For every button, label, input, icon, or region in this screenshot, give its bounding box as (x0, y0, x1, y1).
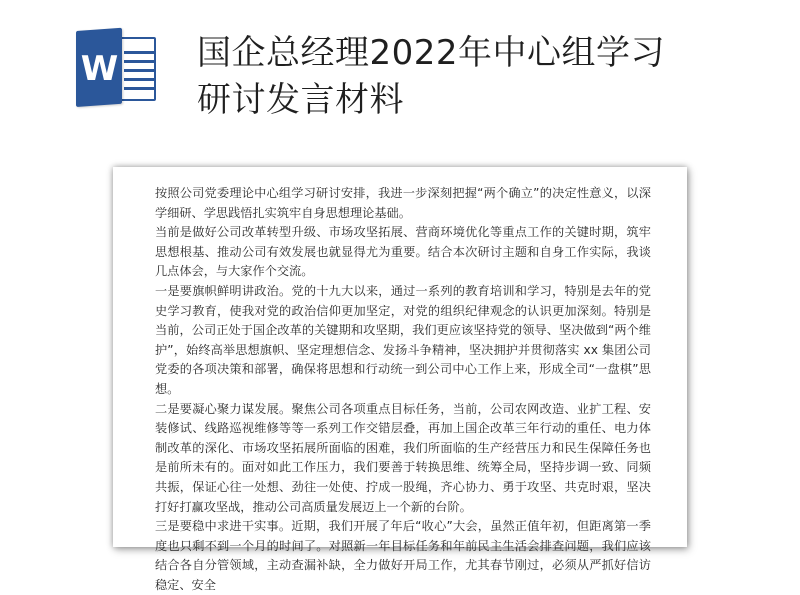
document-line (124, 60, 156, 63)
word-document-icon (76, 31, 164, 107)
paragraph-point-one: 一是要旗帜鲜明讲政治。党的十九大以来，通过一系列的教育培训和学习，特别是去年的党史学习教育，使我对党的政治信仰更加坚定，对党的组织纪律观念的认识更加深刻。特别是当前，公司正处于国企改革的关键期和攻坚期，我们更应该坚持党的领导、坚决做到“两个维护”，始终高举思想旗帜、坚定理想信念、发扬斗争精神，坚决拥护并贯彻落实 xx 集团公司党委的各项决策和部署，确保将思想和行动统一到公司中心工作上来，形成全司“一盘棋”思想。 (155, 283, 651, 396)
paragraph-intro: 按照公司党委理论中心组学习研讨安排，我进一步深刻把握“两个确立”的决定性意义，以深学细研、学思践悟扎实筑牢自身思想理论基础。 (155, 186, 651, 220)
paragraph-point-two: 二是要凝心聚力谋发展。聚焦公司各项重点目标任务，当前，公司农网改造、业扩工程、安装修试、线路巡视维修等等一系列工作交错层叠，再加上国企改革三年行动的重任、电力体制改革的深化、市场攻坚拓展所面临的困难，我们所面临的生产经营压力和民生保障任务也是前所未有的。面对如此工作压力，我们要善于转换思维、统筹全局，坚持步调一致、同频共振，保证心往一处想、劲往一处使、拧成一股绳，齐心协力、勇于攻坚、共克时艰，坚决打好打赢攻坚战，推动公司高质量发展迈上一个新的台阶。 (155, 401, 651, 514)
document-line (124, 87, 156, 90)
document-line (124, 69, 156, 72)
document-body (155, 184, 651, 595)
document-sheet (113, 167, 687, 592)
document-line (124, 51, 156, 54)
paragraph-point-three: 三是要稳中求进干实事。近期，我们开展了年后“收心”大会，虽然正值年初，但距离第一季度也只剩不到一个月的时间了。对照新一年目标任务和年前民主生活会排查问题，我们应该结合各自分管领域，主动查漏补缺，全力做好开局工作，尤其春节刚过，必须从严抓好信访稳定、安全 (155, 519, 651, 592)
word-logo-letter: W (80, 49, 118, 89)
paragraph-context: 当前是做好公司改革转型升级、市场攻坚拓展、营商环境优化等重点工作的关键时期，筑牢思想根基、推动公司有效发展也就显得尤为重要。结合本次研讨主题和自身工作实际，我谈几点体会，与大家作个交流。 (155, 225, 651, 279)
page-title: 国企总经理2022年中心组学习研讨发言材料 (197, 33, 666, 120)
document-line (124, 78, 156, 81)
